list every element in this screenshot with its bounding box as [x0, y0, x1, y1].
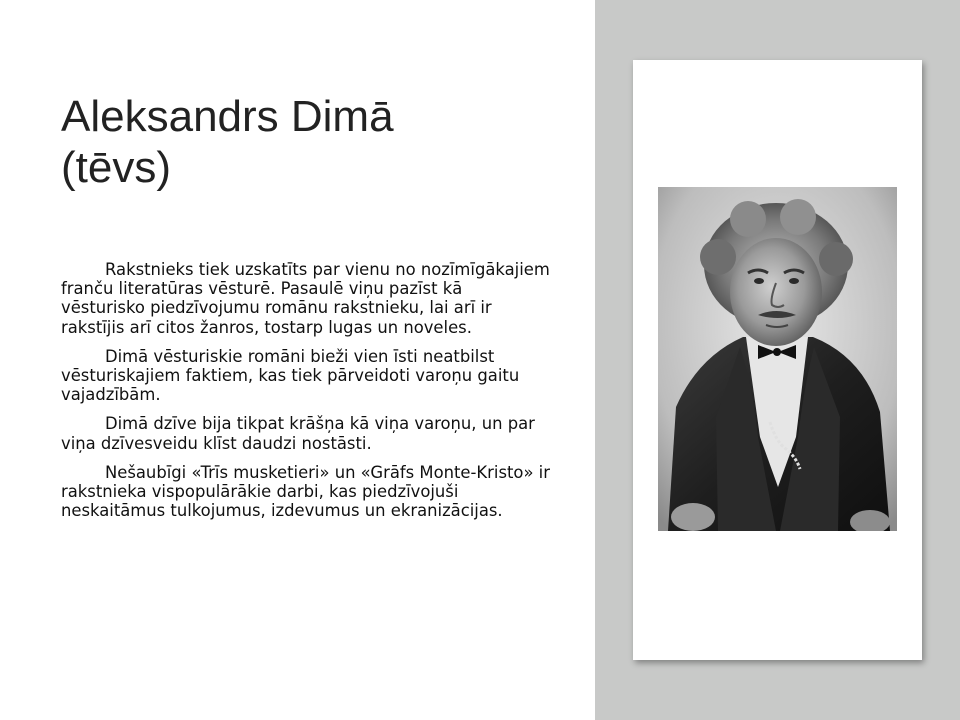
portrait-illustration — [658, 187, 897, 531]
paragraph-2: Dimā vēsturiskie romāni bieži vien īsti neatbilst vēsturiskajiem faktiem, kas tiek pārveidoti varoņu gaitu vajadzībām. — [61, 346, 520, 405]
slide-title — [61, 91, 581, 194]
paragraph-4: Nešaubīgi «Trīs musketieri» un «Grāfs Monte-Kristo» ir rakstnieka vispopulārākie darbi, kas piedzīvojuši neskaitāmus tulkojumus, izdevumus un ekranizācijas. — [61, 462, 550, 521]
paragraph-1: Rakstnieks tiek uzskatīts par vienu no nozīmīgākajiem franču literatūras vēsturē. Pasaulē viņu pazīst kā vēsturisko piedzīvojumu romānu rakstnieku, lai arī ir rakstījis arī citos žanros, tostarp lugas un noveles. — [61, 260, 550, 337]
title-line-1: Aleksandrs Dimā — [61, 92, 394, 141]
photo-frame — [633, 60, 922, 660]
title-line-2: (tēvs) — [61, 143, 171, 193]
portrait-photo — [658, 187, 897, 531]
paragraph-3: Dimā dzīve bija tikpat krāšņa kā viņa varoņu, un par viņa dzīvesveidu klīst daudzi nostāsti. — [61, 414, 535, 453]
slide-body — [61, 260, 551, 530]
